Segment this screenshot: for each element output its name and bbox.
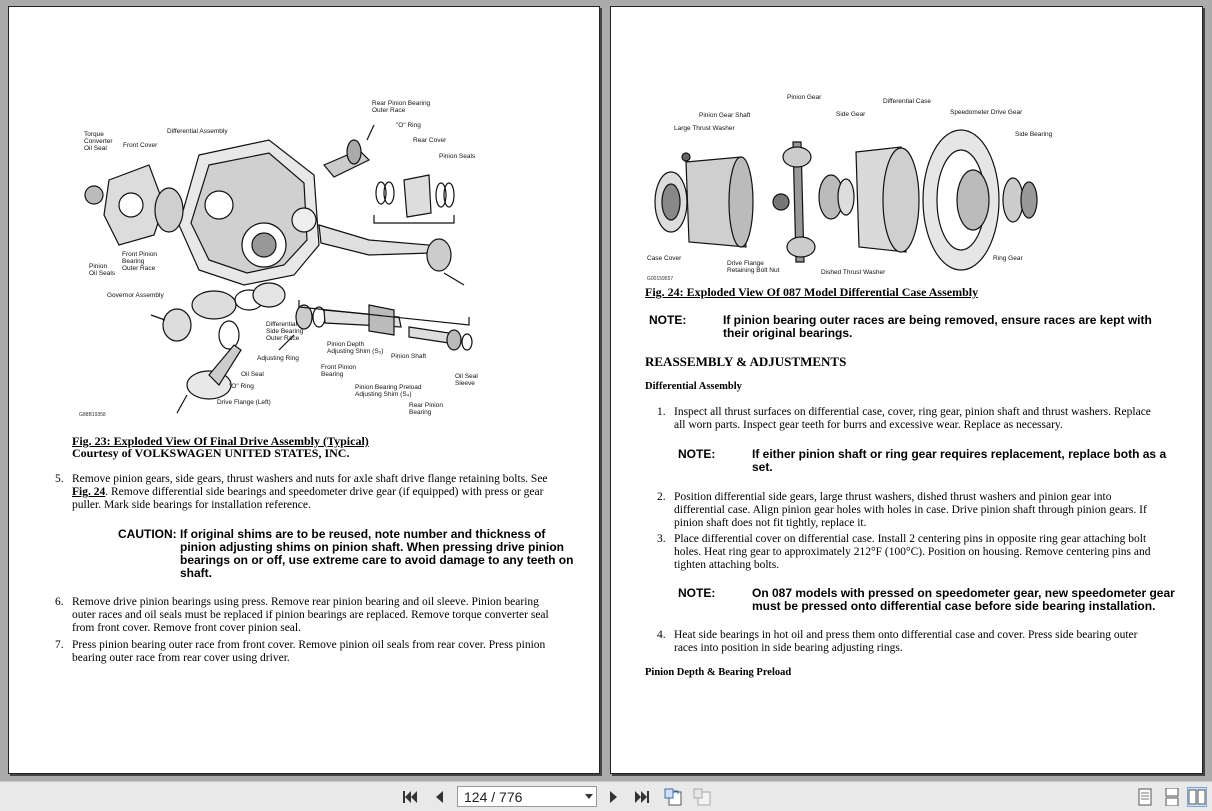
- page-indicator-text: 124 / 776: [464, 789, 523, 805]
- fig24-label-large-thrust-washer: Large Thrust Washer: [674, 125, 735, 132]
- note-2-line: set.: [752, 460, 773, 474]
- fig24-label-drive-flange-retaining-bolt-nut: Drive Flange Retaining Bolt Nut: [727, 260, 780, 274]
- step-6-line: outer races and oil seals must be replaced if pinion bearings are replaced. Remove torque converter seal: [72, 609, 549, 621]
- fig24-label-pinion-gear-shaft: Pinion Gear Shaft: [699, 112, 751, 119]
- step-5-number: 5.: [55, 473, 64, 485]
- step-3-line: tighten attaching bolts.: [674, 559, 780, 571]
- fig24-label-case-cover: Case Cover: [647, 255, 682, 262]
- single-page-icon[interactable]: [1135, 787, 1155, 807]
- fig23-label-adjusting-ring: Adjusting Ring: [257, 355, 299, 362]
- fig24-label-side-bearing: Side Bearing: [1015, 131, 1053, 138]
- step-2-line: differential case. Align pinion gear holes with holes in case. Drive pinion shaft through pinion gears. If: [674, 504, 1147, 516]
- caution-line: shaft.: [180, 566, 213, 580]
- continuous-page-icon[interactable]: [1162, 787, 1182, 807]
- step-3-line: holes. Heat ring gear to approximately 212°F (100°C). Position on housing. Remove centering pins and: [674, 546, 1151, 558]
- note-2: [678, 448, 1188, 476]
- step-5-line2: . Remove differential side bearings and speedometer drive gear (if equipped) with press or gear: [105, 486, 544, 498]
- fig23-label-front-cover: Front Cover: [123, 142, 158, 149]
- fig23-label-rear-pinion-bearing: Rear Pinion Bearing: [409, 402, 443, 416]
- step-3-line: Place differential cover on differential case. Install 2 centering pins in opposite ring gear attaching bolt: [674, 533, 1147, 545]
- fig24-label-dished-thrust-washer: Dished Thrust Washer: [821, 269, 886, 276]
- fig24-label-pinion-gear: Pinion Gear: [787, 94, 822, 101]
- fig23-label-front-pinion-bearing: Front Pinion Bearing: [321, 364, 357, 378]
- step-2-number: 2.: [657, 491, 666, 503]
- fig23-caption: Fig. 23: Exploded View Of Final Drive Assembly (Typical): [72, 434, 369, 448]
- page-number-input[interactable]: [457, 786, 597, 807]
- fig23-label-oil-seal: Oil Seal: [241, 371, 264, 378]
- fig23-label-pinion-shaft: Pinion Shaft: [391, 353, 427, 360]
- fig23-label-pinion-bearing-preload-shim: Pinion Bearing Preload Adjusting Shim (S₄): [355, 384, 422, 398]
- step-3: [657, 533, 1192, 573]
- caution-note: [118, 528, 578, 584]
- note-1-line: their original bearings.: [723, 326, 853, 340]
- fig23-label-o-ring-top: "O" Ring: [396, 122, 421, 129]
- step-1-number: 1.: [657, 406, 666, 418]
- document-page-right: [610, 6, 1203, 774]
- document-page-left: [8, 6, 600, 774]
- note-1-label: NOTE:: [649, 313, 687, 327]
- step-6: [55, 596, 575, 636]
- fig23-label-governor-assembly: Governor Assembly: [107, 292, 164, 299]
- step-7: [55, 639, 575, 667]
- step-3-number: 3.: [657, 533, 666, 545]
- step-2: [657, 491, 1192, 531]
- fig23-id: G88B19358: [79, 412, 106, 418]
- fig23-label-front-pinion-bearing-outer-race: Front Pinion Bearing Outer Race: [122, 251, 158, 272]
- caution-line: pinion adjusting shims on pinion shaft. When pressing drive pinion: [180, 540, 565, 554]
- fig24-label-ring-gear: Ring Gear: [993, 255, 1023, 262]
- step-4: [657, 629, 1192, 657]
- fig23-label-oil-seal-sleeve: Oil Seal Sleeve: [455, 373, 478, 387]
- step-5: [55, 473, 575, 513]
- note-1-line: If pinion bearing outer races are being removed, ensure races are kept with: [723, 313, 1152, 327]
- step-4-line: races into position in side bearing adjusting rings.: [674, 642, 903, 654]
- step-6-line: Remove drive pinion bearings using press. Remove rear pinion bearing and oil sleeve. Pinion bearing: [72, 596, 539, 608]
- note-2-label: NOTE:: [678, 447, 716, 461]
- fig23-label-pinion-seals: Pinion Seals: [439, 153, 476, 160]
- section-heading-reassembly: REASSEMBLY & ADJUSTMENTS: [645, 354, 847, 369]
- navigation-toolbar: [0, 781, 1212, 811]
- subheading-differential-assembly: Differential Assembly: [645, 381, 742, 392]
- step-1-line: Inspect all thrust surfaces on differential case, cover, ring gear, pinion shaft and thrust washers. Replace: [674, 406, 1151, 418]
- subheading-pinion-depth: Pinion Depth & Bearing Preload: [645, 667, 792, 678]
- step-1: [657, 406, 1192, 434]
- caution-line: bearings on or off, use extreme care to avoid damage to any teeth on: [180, 553, 574, 567]
- step-2-line: pinion shaft does not fit tightly, replace it.: [674, 517, 867, 529]
- caution-label: CAUTION:: [118, 527, 177, 541]
- step-7-line: bearing outer race from rear cover using driver.: [72, 652, 290, 664]
- step-4-number: 4.: [657, 629, 666, 641]
- note-2-line: If either pinion shaft or ring gear requires replacement, replace both as a: [752, 447, 1167, 461]
- step-5-line3: puller. Mark side bearings for installation reference.: [72, 499, 311, 511]
- fig24-caption: Fig. 24: Exploded View Of 087 Model Differential Case Assembly: [645, 285, 979, 299]
- note-3-line: must be pressed onto differential case before side bearing installation.: [752, 599, 1156, 613]
- fig23-label-drive-flange-left: Drive Flange (Left): [217, 399, 271, 406]
- note-3: [678, 587, 1193, 615]
- step-7-line: Press pinion bearing outer race from front cover. Remove pinion oil seals from rear cover. Press pinion: [72, 639, 546, 651]
- two-page-icon[interactable]: [1187, 787, 1207, 807]
- fig24-link[interactable]: Fig. 24: [72, 486, 106, 498]
- fig23-label-o-ring-bottom: "O" Ring: [229, 383, 254, 390]
- note-3-label: NOTE:: [678, 586, 716, 600]
- fig23-label-rear-pinion-bearing-outer-race: Rear Pinion Bearing Outer Race: [372, 100, 431, 114]
- previous-page-icon[interactable]: [429, 787, 449, 807]
- fig23-label-torque-converter-oil-seal: Torque Converter Oil Seal: [84, 131, 113, 152]
- fig24-id: G00159557: [647, 276, 674, 282]
- chevron-down-icon[interactable]: [585, 794, 593, 799]
- step-6-number: 6.: [55, 596, 64, 608]
- step-6-line: from front cover. Remove front cover pinion seal.: [72, 622, 301, 634]
- fig24-label-differential-case: Differential Case: [883, 98, 931, 105]
- fig23-label-rear-cover: Rear Cover: [413, 137, 447, 144]
- rotate-disabled-icon: [692, 787, 712, 807]
- next-page-icon[interactable]: [604, 787, 624, 807]
- note-3-line: On 087 models with pressed on speedometer gear, new speedometer gear: [752, 586, 1175, 600]
- fig24-label-speedometer-drive-gear: Speedometer Drive Gear: [950, 109, 1023, 116]
- note-1: [649, 314, 1189, 342]
- step-5-line1: Remove pinion gears, side gears, thrust washers and nuts for axle shaft drive flange retaining bolts. See: [72, 473, 548, 485]
- step-2-line: Position differential side gears, large thrust washers, dished thrust washers and pinion gear into: [674, 491, 1112, 503]
- first-page-icon[interactable]: [400, 787, 420, 807]
- step-4-line: Heat side bearings in hot oil and press them onto differential case and cover. Press side bearing outer: [674, 629, 1138, 641]
- rotate-icon[interactable]: [663, 787, 683, 807]
- last-page-icon[interactable]: [632, 787, 652, 807]
- step-7-number: 7.: [55, 639, 64, 651]
- fig23-label-differential-side-bearing-outer-race: Differential Side Bearing Outer Race: [266, 321, 304, 342]
- fig23-label-differential-assembly: Differential Assembly: [167, 128, 228, 135]
- fig24-label-side-gear: Side Gear: [836, 111, 866, 118]
- caution-line: If original shims are to be reused, note number and thickness of: [180, 527, 546, 541]
- step-1-line: all worn parts. Inspect gear teeth for burrs and excessive wear. Replace as necessary.: [674, 419, 1063, 431]
- fig23-label-pinion-oil-seals: Pinion Oil Seals: [89, 263, 116, 277]
- fig23-label-pinion-depth-adjusting-shim: Pinion Depth Adjusting Shim (S₃): [327, 341, 384, 355]
- fig23-courtesy: Courtesy of VOLKSWAGEN UNITED STATES, INC.: [72, 446, 350, 460]
